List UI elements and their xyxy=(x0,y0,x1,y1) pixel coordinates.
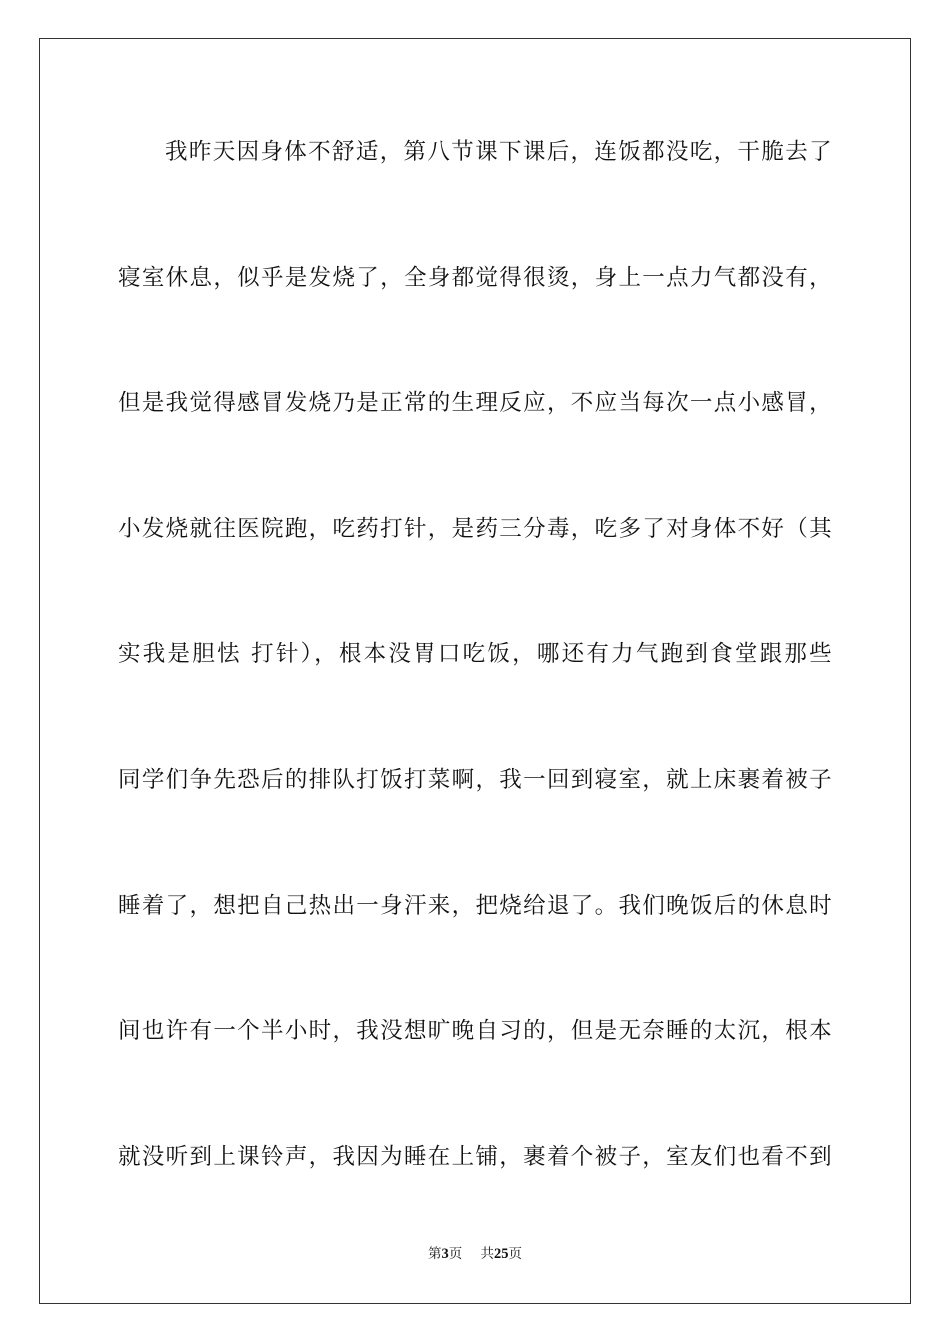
body-text xyxy=(118,130,832,1260)
page-suffix: 页 xyxy=(448,1246,463,1262)
total-pages-indicator xyxy=(481,1244,523,1264)
total-pages: 25 xyxy=(494,1246,509,1262)
text-line: 实我是胆怯 打针），根本没胃口吃饭，哪还有力气跑到食堂跟那些 xyxy=(118,641,832,668)
text-line: 同学们争先恐后的排队打饭打菜啊，我一回到寝室，就上床裹着被子 xyxy=(118,766,832,793)
page-prefix: 第 xyxy=(427,1246,442,1262)
text-line: 我昨天因身体不舒适，第八节课下课后，连饭都没吃，干脆去了 xyxy=(165,139,832,165)
text-line: 间也许有一个半小时，我没想旷晚自习的，但是无奈睡的太沉，根本 xyxy=(118,1018,832,1045)
text-line: 睡着了，想把自己热出一身汗来，把烧给退了。我们晚饭后的休息时 xyxy=(118,892,832,919)
total-suffix: 页 xyxy=(508,1246,523,1262)
page-indicator xyxy=(428,1244,462,1264)
total-prefix: 共 xyxy=(480,1246,495,1262)
page-footer xyxy=(0,1244,950,1264)
text-line: 小发烧就往医院跑，吃药打针，是药三分毒，吃多了对身体不好（其 xyxy=(118,515,832,542)
text-line: 但是我觉得感冒发烧乃是正常的生理反应，不应当每次一点小感冒， xyxy=(118,390,832,417)
text-line: 寝室休息，似乎是发烧了，全身都觉得很烫，身上一点力气都没有， xyxy=(118,264,832,291)
page-number: 3 xyxy=(441,1246,449,1262)
text-line: 就没听到上课铃声，我因为睡在上铺，裹着个被子，室友们也看不到 xyxy=(118,1143,832,1170)
